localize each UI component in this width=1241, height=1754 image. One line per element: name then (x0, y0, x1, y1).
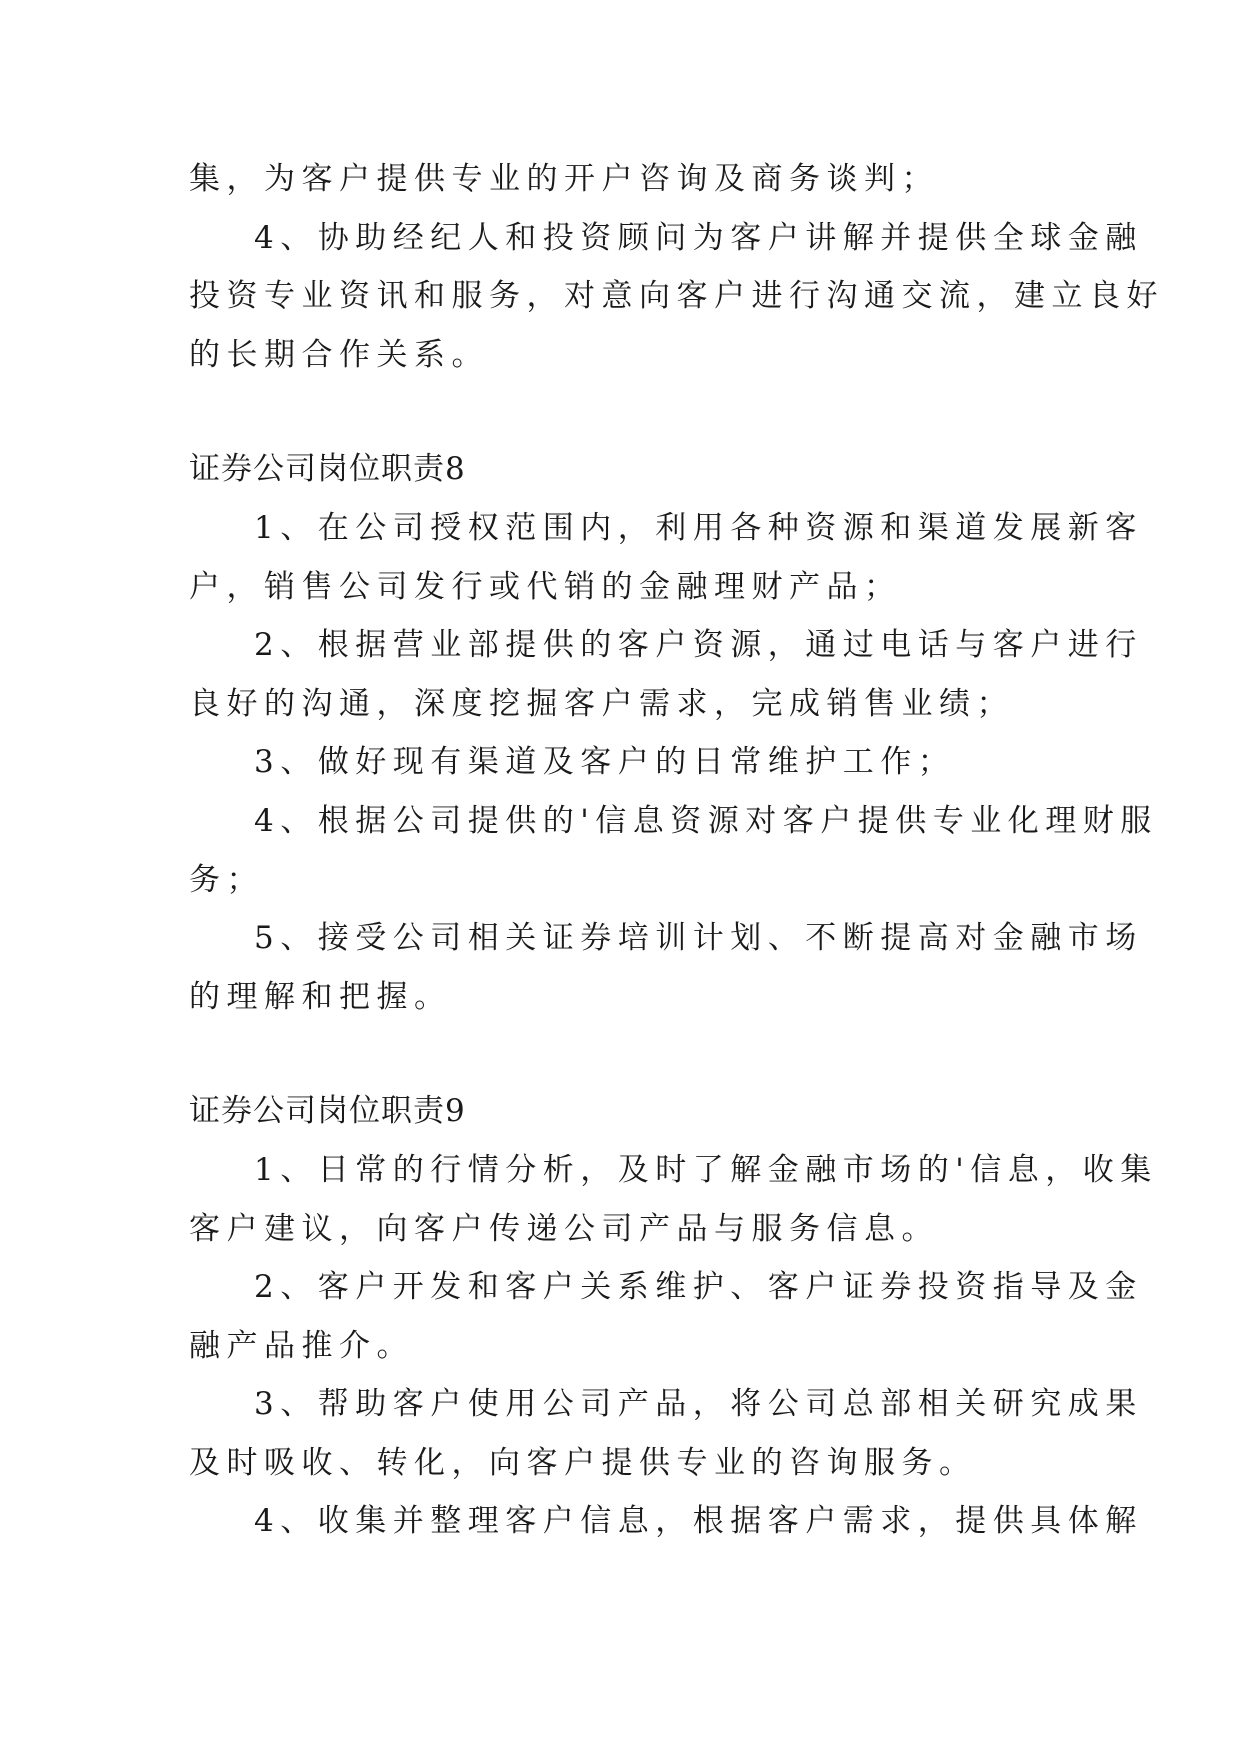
text-line: 2、客户开发和客户关系维护、客户证券投资指导及金 (254, 1269, 1143, 1306)
text-line: 客户建议，向客户传递公司产品与服务信息。 (189, 1210, 939, 1247)
text-line: 1、在公司授权范围内，利用各种资源和渠道发展新客 (254, 509, 1143, 546)
text-line: 3、做好现有渠道及客户的日常维护工作； (254, 744, 956, 781)
list-item (189, 1258, 1143, 1375)
text-line: 的理解和把握。 (189, 978, 452, 1015)
list-item (189, 1492, 1143, 1551)
section-heading: 证券公司岗位职责8 (189, 451, 466, 488)
section-gap (189, 1026, 1055, 1082)
text-line: 融产品推介。 (189, 1327, 414, 1364)
text-line: 5、接受公司相关证券培训计划、不断提高对金融市场 (254, 920, 1143, 957)
text-line: 4、协助经纪人和投资顾问为客户讲解并提供全球金融 (254, 219, 1143, 256)
section-8 (189, 440, 1158, 1026)
document-page (189, 150, 1164, 1551)
section-heading: 证券公司岗位职责9 (189, 1093, 466, 1130)
text-line: 集，为客户提供专业的开户咨询及商务谈判； (189, 161, 939, 197)
text-line: 及时吸收、转化，向客户提供专业的咨询服务。 (189, 1444, 977, 1481)
text-line: 1、日常的行情分析，及时了解金融市场的'信息，收集 (254, 1151, 1158, 1188)
text-line: 投资专业资讯和服务，对意向客户进行沟通交流，建立良好 (189, 278, 1164, 315)
text-line: 户，销售公司发行或代销的金融理财产品； (189, 568, 902, 605)
section-9 (189, 1082, 1158, 1551)
list-item (189, 499, 1143, 616)
list-item (189, 909, 1143, 1026)
list-item (189, 1141, 1158, 1258)
text-line: 2、根据营业部提供的客户资源，通过电话与客户进行 (254, 627, 1143, 664)
text-line: 务； (189, 861, 264, 898)
text-line: 4、收集并整理客户信息，根据客户需求，提供具体解 (254, 1503, 1143, 1540)
list-item (189, 1375, 1143, 1492)
paragraph-item-4 (189, 209, 1164, 385)
paragraph-continuation (189, 150, 1055, 209)
list-item (189, 616, 1143, 733)
text-line: 的长期合作关系。 (189, 336, 489, 373)
section-gap (189, 384, 1055, 440)
text-line: 4、根据公司提供的'信息资源对客户提供专业化理财服 (254, 802, 1158, 839)
list-item (189, 792, 1158, 909)
text-line: 3、帮助客户使用公司产品，将公司总部相关研究成果 (254, 1386, 1143, 1423)
text-line: 良好的沟通，深度挖掘客户需求，完成销售业绩； (189, 685, 1014, 722)
list-item (189, 733, 1055, 792)
